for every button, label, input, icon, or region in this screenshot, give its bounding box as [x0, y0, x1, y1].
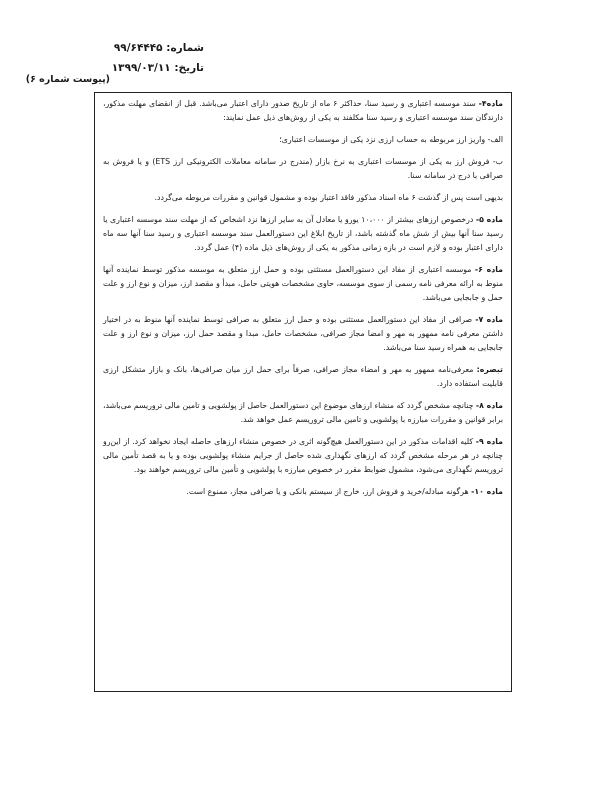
article-body: الف- واریز ارز مربوطه به حساب ارزی نزد یکی از موسسات اعتباری؛ [279, 135, 503, 144]
letter-header [112, 38, 204, 78]
article-body: صرافی از مفاد این دستورالعمل مستثنی بوده و حمل ارز متعلق به صرافی توسط نماینده آنها منوط به در اختیار داشتن معرفی نامه ممهور به مهر و امضا مجاز صرافی، مشخصات حامل، مبدا و مقصد حمل ارز، میزان و نوع ارز و علت جابجایی به همراه رسید سنا می‌باشد. [103, 315, 503, 352]
letter-date: تاریخ: ۱۳۹۹/۰۳/۱۱ [111, 62, 204, 74]
article-title: ماده ۶- [474, 265, 503, 274]
article-8 [103, 399, 503, 427]
article-title: ماده ۷- [475, 315, 503, 324]
article-6 [103, 263, 503, 305]
attachment-label: (پیوست شماره ۶) [25, 74, 110, 85]
article-4-option-b [103, 155, 503, 183]
article-title: ماده ۱۰- [471, 487, 503, 496]
regulation-text-box [94, 92, 512, 692]
article-7 [103, 313, 503, 355]
article-body: موسسه اعتباری از مفاد این دستورالعمل مستثنی بوده و حمل ارز متعلق به موسسه مذکور توسط نماینده آنها منوط به ارائه معرفی نامه رسمی از سوی موسسه، حاوی مشخصات هویتی حامل، مبدأ و مقصد ارز، میزان و نوع ارز و علت حمل و جابجایی می‌باشد. [103, 265, 503, 302]
letter-number: شماره: ۹۹/۶۴۴۴۵ [113, 42, 204, 54]
article-7-note [103, 363, 503, 391]
article-body: بدیهی است پس از گذشت ۶ ماه اسناد مذکور فاقد اعتبار بوده و مشمول قوانین و مقررات مربوطه می‌گردد. [154, 193, 503, 202]
article-10 [103, 485, 503, 499]
article-title: ماده۴- [478, 99, 503, 108]
article-body: ب- فروش ارز به یکی از موسسات اعتباری به نرخ بازار (مندرج در سامانه معاملات الکترونیکی ارز ETS) و یا فروش به صرافی با درج در سامانه سنا. [103, 157, 503, 180]
article-body: معرفی‌نامه ممهور به مهر و امضاء مجاز صرافی، صرفاً برای حمل ارز میان صرافی‌ها، بانک و بازار متشکل ارزی قابلیت استفاده دارد. [103, 365, 503, 388]
article-4-note [103, 191, 503, 205]
article-title: ماده ۹- [475, 437, 504, 446]
article-4-option-a [103, 133, 503, 147]
article-body: درخصوص ارزهای بیشتر از ۱۰،۰۰۰ یورو یا معادل آن به سایر ارزها نزد اشخاص که از مهلت سند موسسه اعتباری یا رسید سنا آنها بیش از شش ماه گذشته باشد، از تاریخ ابلاغ این دستورالعمل سند موسسه اعتباری و رسید سنا آنها سه ماه دارای اعتبار بوده و لازم است در بازه زمانی مذکور به یکی از روش‌های ذیل ماده (۴) عمل گردد. [103, 215, 503, 252]
article-title: تبصره: [476, 365, 503, 374]
article-body: هرگونه مبادله/خرید و فروش ارز، خارج از سیستم بانکی و یا صرافی مجاز، ممنوع است. [186, 487, 472, 496]
article-9 [103, 435, 503, 477]
article-body: کلیه اقدامات مذکور در این دستورالعمل هیچ‌گونه اثری در خصوص منشاء ارزهای حاصله ایجاد نخواهد کرد. از این‌رو چنانچه در هر مرحله مشخص گردد که ارزهای نگهداری شده حاصل از جرایم منشاء پولشویی بوده و یا به قصد تأمین مالی تروریسم نگهداری می‌شود، مشمول ضوابط مقرر در خصوص مبارزه با پولشویی و تأمین مالی تروریسم خواهند بود. [103, 437, 503, 474]
article-title: ماده ۵- [475, 215, 503, 224]
article-body: سند موسسه اعتباری و رسید سنا، حداکثر ۶ ماه از تاریخ صدور دارای اعتبار می‌باشد. قبل از انقضای مهلت مذکور، دارندگان سند موسسه اعتباری و رسید سنا مکلفند به یکی از روش‌های ذیل عمل نمایند: [103, 99, 503, 122]
article-title: ماده ۸- [475, 401, 503, 410]
article-4 [103, 97, 503, 125]
article-5 [103, 213, 503, 255]
article-body: چنانچه مشخص گردد که منشاء ارزهای موضوع این دستورالعمل حاصل از پولشویی و تامین مالی تروریسم می‌باشد، برابر قوانین و مقررات مبارزه با پولشویی و تامین مالی تروریسم عمل خواهد شد. [103, 401, 503, 424]
